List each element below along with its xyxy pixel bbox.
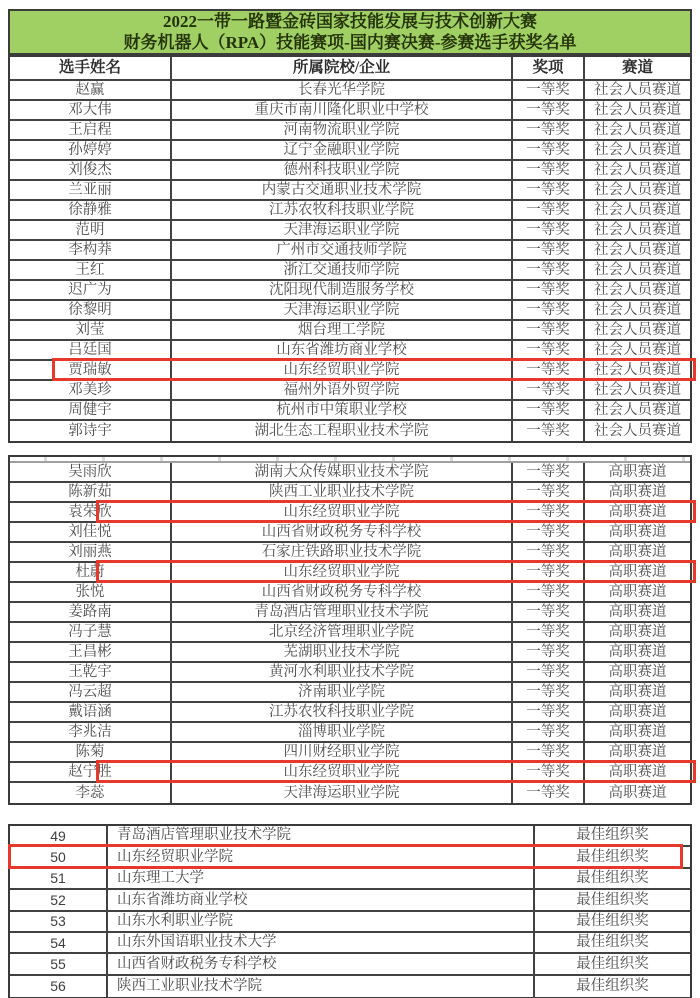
table-row [10, 954, 690, 975]
school-cell: 四川财经职业学院 [172, 743, 513, 761]
award-cell: 一等奖 [513, 543, 585, 561]
rank-number-cell: 54 [10, 933, 108, 952]
track-cell: 社会人员赛道 [594, 181, 681, 198]
school-cell: 山东理工大学 [108, 869, 535, 888]
award-cell: 一等奖 [513, 763, 585, 781]
player-name-cell: 邓美珍 [10, 381, 172, 399]
player-name-cell: 李构莽 [10, 241, 172, 259]
award-cell: 最佳组织奖 [576, 891, 649, 908]
award-cell: 最佳组织奖 [576, 955, 649, 972]
award-cell: 一等奖 [513, 483, 585, 501]
player-name-cell: 刘莹 [10, 321, 172, 339]
award-cell: 一等奖 [513, 503, 585, 521]
school-cell: 石家庄铁路职业技术学院 [172, 543, 513, 561]
track-cell: 社会人员赛道 [594, 241, 681, 258]
table-row [10, 381, 690, 401]
school-cell: 福州外语外贸学院 [172, 381, 513, 399]
rank-number-cell: 51 [10, 869, 108, 888]
table-body [10, 463, 690, 803]
award-cell: 一等奖 [513, 743, 585, 761]
track-cell: 社会人员赛道 [594, 381, 681, 398]
school-cell: 烟台理工学院 [172, 321, 513, 339]
school-cell: 陕西工业职业技术学院 [108, 976, 535, 997]
award-cell: 一等奖 [513, 121, 585, 139]
track-cell: 社会人员赛道 [594, 301, 681, 318]
table-row [10, 81, 690, 101]
school-cell: 北京经济管理职业学院 [172, 623, 513, 641]
award-cell: 一等奖 [513, 603, 585, 621]
table-row [10, 101, 690, 121]
school-cell: 天津海运职业学院 [172, 783, 513, 803]
award-cell: 一等奖 [513, 361, 585, 379]
table-row [10, 483, 690, 503]
table-row [10, 723, 690, 743]
school-cell: 黄河水利职业技术学院 [172, 663, 513, 681]
school-cell: 天津海运职业学院 [172, 221, 513, 239]
player-name-cell: 王红 [10, 261, 172, 279]
player-name-cell: 张悦 [10, 583, 172, 601]
table-body [10, 81, 690, 441]
title-line-2: 财务机器人（RPA）技能赛项-国内赛决赛-参赛选手获奖名单 [123, 33, 577, 52]
award-cell: 最佳组织奖 [576, 978, 649, 995]
track-cell: 高职赛道 [608, 743, 667, 760]
player-name-cell: 贾瑞敏 [10, 361, 172, 379]
track-cell: 高职赛道 [608, 623, 667, 640]
table-row [10, 261, 690, 281]
table-row [10, 463, 690, 483]
school-cell: 辽宁金融职业学院 [172, 141, 513, 159]
track-cell: 高职赛道 [608, 503, 667, 520]
table-row [10, 543, 690, 563]
award-cell: 一等奖 [513, 321, 585, 339]
player-name-cell: 赵赢 [10, 81, 172, 99]
award-cell: 一等奖 [513, 241, 585, 259]
track-cell: 高职赛道 [608, 663, 667, 680]
table-row [10, 603, 690, 623]
table-row [10, 503, 690, 523]
track-cell: 高职赛道 [608, 763, 667, 780]
school-cell: 内蒙古交通职业技术学院 [172, 181, 513, 199]
rank-number-cell: 50 [10, 847, 108, 866]
best-organization-award-table [8, 824, 692, 998]
track-cell: 高职赛道 [608, 543, 667, 560]
school-cell: 青岛酒店管理职业技术学院 [108, 826, 535, 845]
player-name-cell: 刘佳悦 [10, 523, 172, 541]
school-cell: 济南职业学院 [172, 683, 513, 701]
school-cell: 江苏农牧科技职业学院 [172, 201, 513, 219]
school-cell: 芜湖职业技术学院 [172, 643, 513, 661]
award-cell: 最佳组织奖 [576, 870, 649, 887]
player-name-cell: 陈新茹 [10, 483, 172, 501]
school-cell: 山东省潍坊商业学校 [172, 341, 513, 359]
table-row [10, 643, 690, 663]
track-cell: 高职赛道 [608, 703, 667, 720]
table-row [10, 869, 690, 890]
track-cell: 社会人员赛道 [594, 101, 681, 118]
award-cell: 一等奖 [513, 421, 585, 441]
track-cell: 社会人员赛道 [594, 261, 681, 278]
track-cell: 高职赛道 [608, 483, 667, 500]
table-row [10, 583, 690, 603]
school-cell: 淄博职业学院 [172, 723, 513, 741]
player-name-cell: 戴语涵 [10, 703, 172, 721]
school-cell: 德州科技职业学院 [172, 161, 513, 179]
table-row [10, 421, 690, 441]
award-cell: 最佳组织奖 [576, 827, 649, 844]
title-line-1: 2022一带一路暨金砖国家技能发展与技术创新大赛 [163, 12, 537, 31]
school-cell: 江苏农牧科技职业学院 [172, 703, 513, 721]
vocational-track-award-table [8, 455, 692, 805]
document-title-banner [8, 9, 692, 55]
track-cell: 社会人员赛道 [594, 321, 681, 338]
school-cell: 沈阳现代制造服务学校 [172, 281, 513, 299]
award-cell: 一等奖 [513, 723, 585, 741]
award-cell: 一等奖 [513, 643, 585, 661]
table-row [10, 933, 690, 954]
award-cell: 一等奖 [513, 623, 585, 641]
school-cell: 青岛酒店管理职业技术学院 [172, 603, 513, 621]
award-cell: 最佳组织奖 [576, 913, 649, 929]
social-track-award-table [8, 55, 692, 443]
award-cell: 一等奖 [513, 221, 585, 239]
school-cell: 山东经贸职业学院 [172, 361, 513, 379]
award-cell: 最佳组织奖 [576, 934, 649, 951]
school-cell: 山东经贸职业学院 [172, 763, 513, 781]
school-cell: 山东省潍坊商业学校 [108, 890, 535, 909]
player-name-cell: 姜路南 [10, 603, 172, 621]
player-name-cell: 徐静雅 [10, 201, 172, 219]
table-row [10, 181, 690, 201]
player-name-cell: 徐黎明 [10, 301, 172, 319]
award-cell: 一等奖 [513, 401, 585, 419]
table-row [10, 743, 690, 763]
award-cell: 一等奖 [513, 101, 585, 119]
table-row [10, 241, 690, 261]
school-cell: 浙江交通技师学院 [172, 261, 513, 279]
table-row [10, 563, 690, 583]
track-cell: 高职赛道 [608, 583, 667, 600]
award-cell: 一等奖 [513, 703, 585, 721]
player-name-cell: 迟广为 [10, 281, 172, 299]
award-cell: 一等奖 [513, 341, 585, 359]
rank-number-cell: 52 [10, 890, 108, 909]
award-cell: 一等奖 [513, 301, 585, 319]
table-row [10, 141, 690, 161]
player-name-cell: 冯云超 [10, 683, 172, 701]
player-name-cell: 郭诗宇 [10, 421, 172, 441]
table-row [10, 361, 690, 381]
track-cell: 高职赛道 [608, 784, 667, 801]
table-row [10, 401, 690, 421]
school-cell: 重庆市南川隆化职业中学校 [172, 101, 513, 119]
table-row [10, 683, 690, 703]
track-cell: 高职赛道 [608, 563, 667, 580]
award-cell: 一等奖 [513, 261, 585, 279]
track-cell: 高职赛道 [608, 463, 667, 480]
award-cell: 一等奖 [513, 783, 585, 803]
track-cell: 社会人员赛道 [594, 401, 681, 418]
track-cell: 高职赛道 [608, 683, 667, 700]
table-row [10, 221, 690, 241]
track-cell: 社会人员赛道 [594, 141, 681, 158]
track-cell: 社会人员赛道 [594, 201, 681, 218]
award-cell: 一等奖 [513, 523, 585, 541]
player-name-cell: 兰亚丽 [10, 181, 172, 199]
track-cell: 社会人员赛道 [594, 221, 681, 238]
rank-number-cell: 55 [10, 954, 108, 973]
school-cell: 湖南大众传媒职业技术学院 [172, 463, 513, 481]
player-name-cell: 王昌彬 [10, 643, 172, 661]
table-row [10, 663, 690, 683]
table-row [10, 623, 690, 643]
school-cell: 陕西工业职业技术学院 [172, 483, 513, 501]
track-cell: 高职赛道 [608, 523, 667, 540]
award-cell: 一等奖 [513, 583, 585, 601]
table-row [10, 321, 690, 341]
player-name-cell: 冯子慧 [10, 623, 172, 641]
table-row [10, 847, 690, 868]
player-name-cell: 王启程 [10, 121, 172, 139]
track-cell: 社会人员赛道 [594, 81, 681, 98]
table-row [10, 703, 690, 723]
track-cell: 社会人员赛道 [594, 341, 681, 358]
table-row [10, 281, 690, 301]
school-cell: 山东水利职业学院 [108, 912, 535, 931]
school-cell: 山西省财政税务专科学校 [172, 523, 513, 541]
player-name-cell: 范明 [10, 221, 172, 239]
header-player-name: 选手姓名 [10, 57, 172, 79]
track-cell: 社会人员赛道 [594, 161, 681, 178]
table-row [10, 826, 690, 847]
rank-number-cell: 53 [10, 912, 108, 931]
school-cell: 杭州市中策职业学校 [172, 401, 513, 419]
table-row [10, 912, 690, 933]
award-cell: 一等奖 [513, 463, 585, 481]
player-name-cell: 李蕊 [10, 783, 172, 803]
player-name-cell: 李兆洁 [10, 723, 172, 741]
player-name-cell: 邓大伟 [10, 101, 172, 119]
header-track: 赛道 [621, 59, 653, 77]
table-row [10, 341, 690, 361]
player-name-cell: 袁荣欣 [10, 503, 172, 521]
rank-number-cell: 56 [10, 976, 108, 997]
table-row [10, 783, 690, 803]
award-cell: 一等奖 [513, 563, 585, 581]
school-cell: 山西省财政税务专科学校 [108, 954, 535, 973]
header-award: 奖项 [513, 57, 585, 79]
track-cell: 社会人员赛道 [594, 121, 681, 138]
player-name-cell: 周健宇 [10, 401, 172, 419]
track-cell: 高职赛道 [608, 603, 667, 620]
award-cell: 一等奖 [513, 381, 585, 399]
award-cell: 一等奖 [513, 201, 585, 219]
track-cell: 社会人员赛道 [594, 422, 681, 439]
award-cell: 一等奖 [513, 683, 585, 701]
player-name-cell: 王乾宇 [10, 663, 172, 681]
award-cell: 一等奖 [513, 281, 585, 299]
school-cell: 山东外国语职业技术大学 [108, 933, 535, 952]
track-cell: 高职赛道 [608, 723, 667, 740]
player-name-cell: 陈菊 [10, 743, 172, 761]
player-name-cell: 孙婷婷 [10, 141, 172, 159]
award-cell: 一等奖 [513, 663, 585, 681]
player-name-cell: 刘俊杰 [10, 161, 172, 179]
award-cell: 一等奖 [513, 161, 585, 179]
header-school: 所属院校/企业 [172, 57, 513, 79]
table-body [10, 826, 690, 997]
school-cell: 山西省财政税务专科学校 [172, 583, 513, 601]
player-name-cell: 赵宁胜 [10, 763, 172, 781]
track-cell: 社会人员赛道 [594, 281, 681, 298]
school-cell: 河南物流职业学院 [172, 121, 513, 139]
school-cell: 长春光华学院 [172, 81, 513, 99]
table-row [10, 763, 690, 783]
table-row [10, 976, 690, 997]
player-name-cell: 吕廷国 [10, 341, 172, 359]
table-row [10, 161, 690, 181]
table-row [10, 523, 690, 543]
school-cell: 山东经贸职业学院 [172, 563, 513, 581]
school-cell: 湖北生态工程职业技术学院 [172, 421, 513, 441]
table-row [10, 121, 690, 141]
table-row [10, 301, 690, 321]
school-cell: 山东经贸职业学院 [172, 503, 513, 521]
school-cell: 广州市交通技师学院 [172, 241, 513, 259]
rank-number-cell: 49 [10, 826, 108, 845]
player-name-cell: 吴雨欣 [10, 463, 172, 481]
award-cell: 一等奖 [513, 181, 585, 199]
award-cell: 一等奖 [513, 81, 585, 99]
award-cell: 一等奖 [513, 141, 585, 159]
school-cell: 山东经贸职业学院 [108, 847, 535, 866]
school-cell: 天津海运职业学院 [172, 301, 513, 319]
track-cell: 高职赛道 [608, 643, 667, 660]
award-cell: 最佳组织奖 [576, 848, 649, 865]
track-cell: 社会人员赛道 [594, 361, 681, 378]
player-name-cell: 刘丽燕 [10, 543, 172, 561]
player-name-cell: 杜蔚 [10, 563, 172, 581]
table-row [10, 890, 690, 911]
table-row [10, 201, 690, 221]
table-header-row [10, 57, 690, 81]
